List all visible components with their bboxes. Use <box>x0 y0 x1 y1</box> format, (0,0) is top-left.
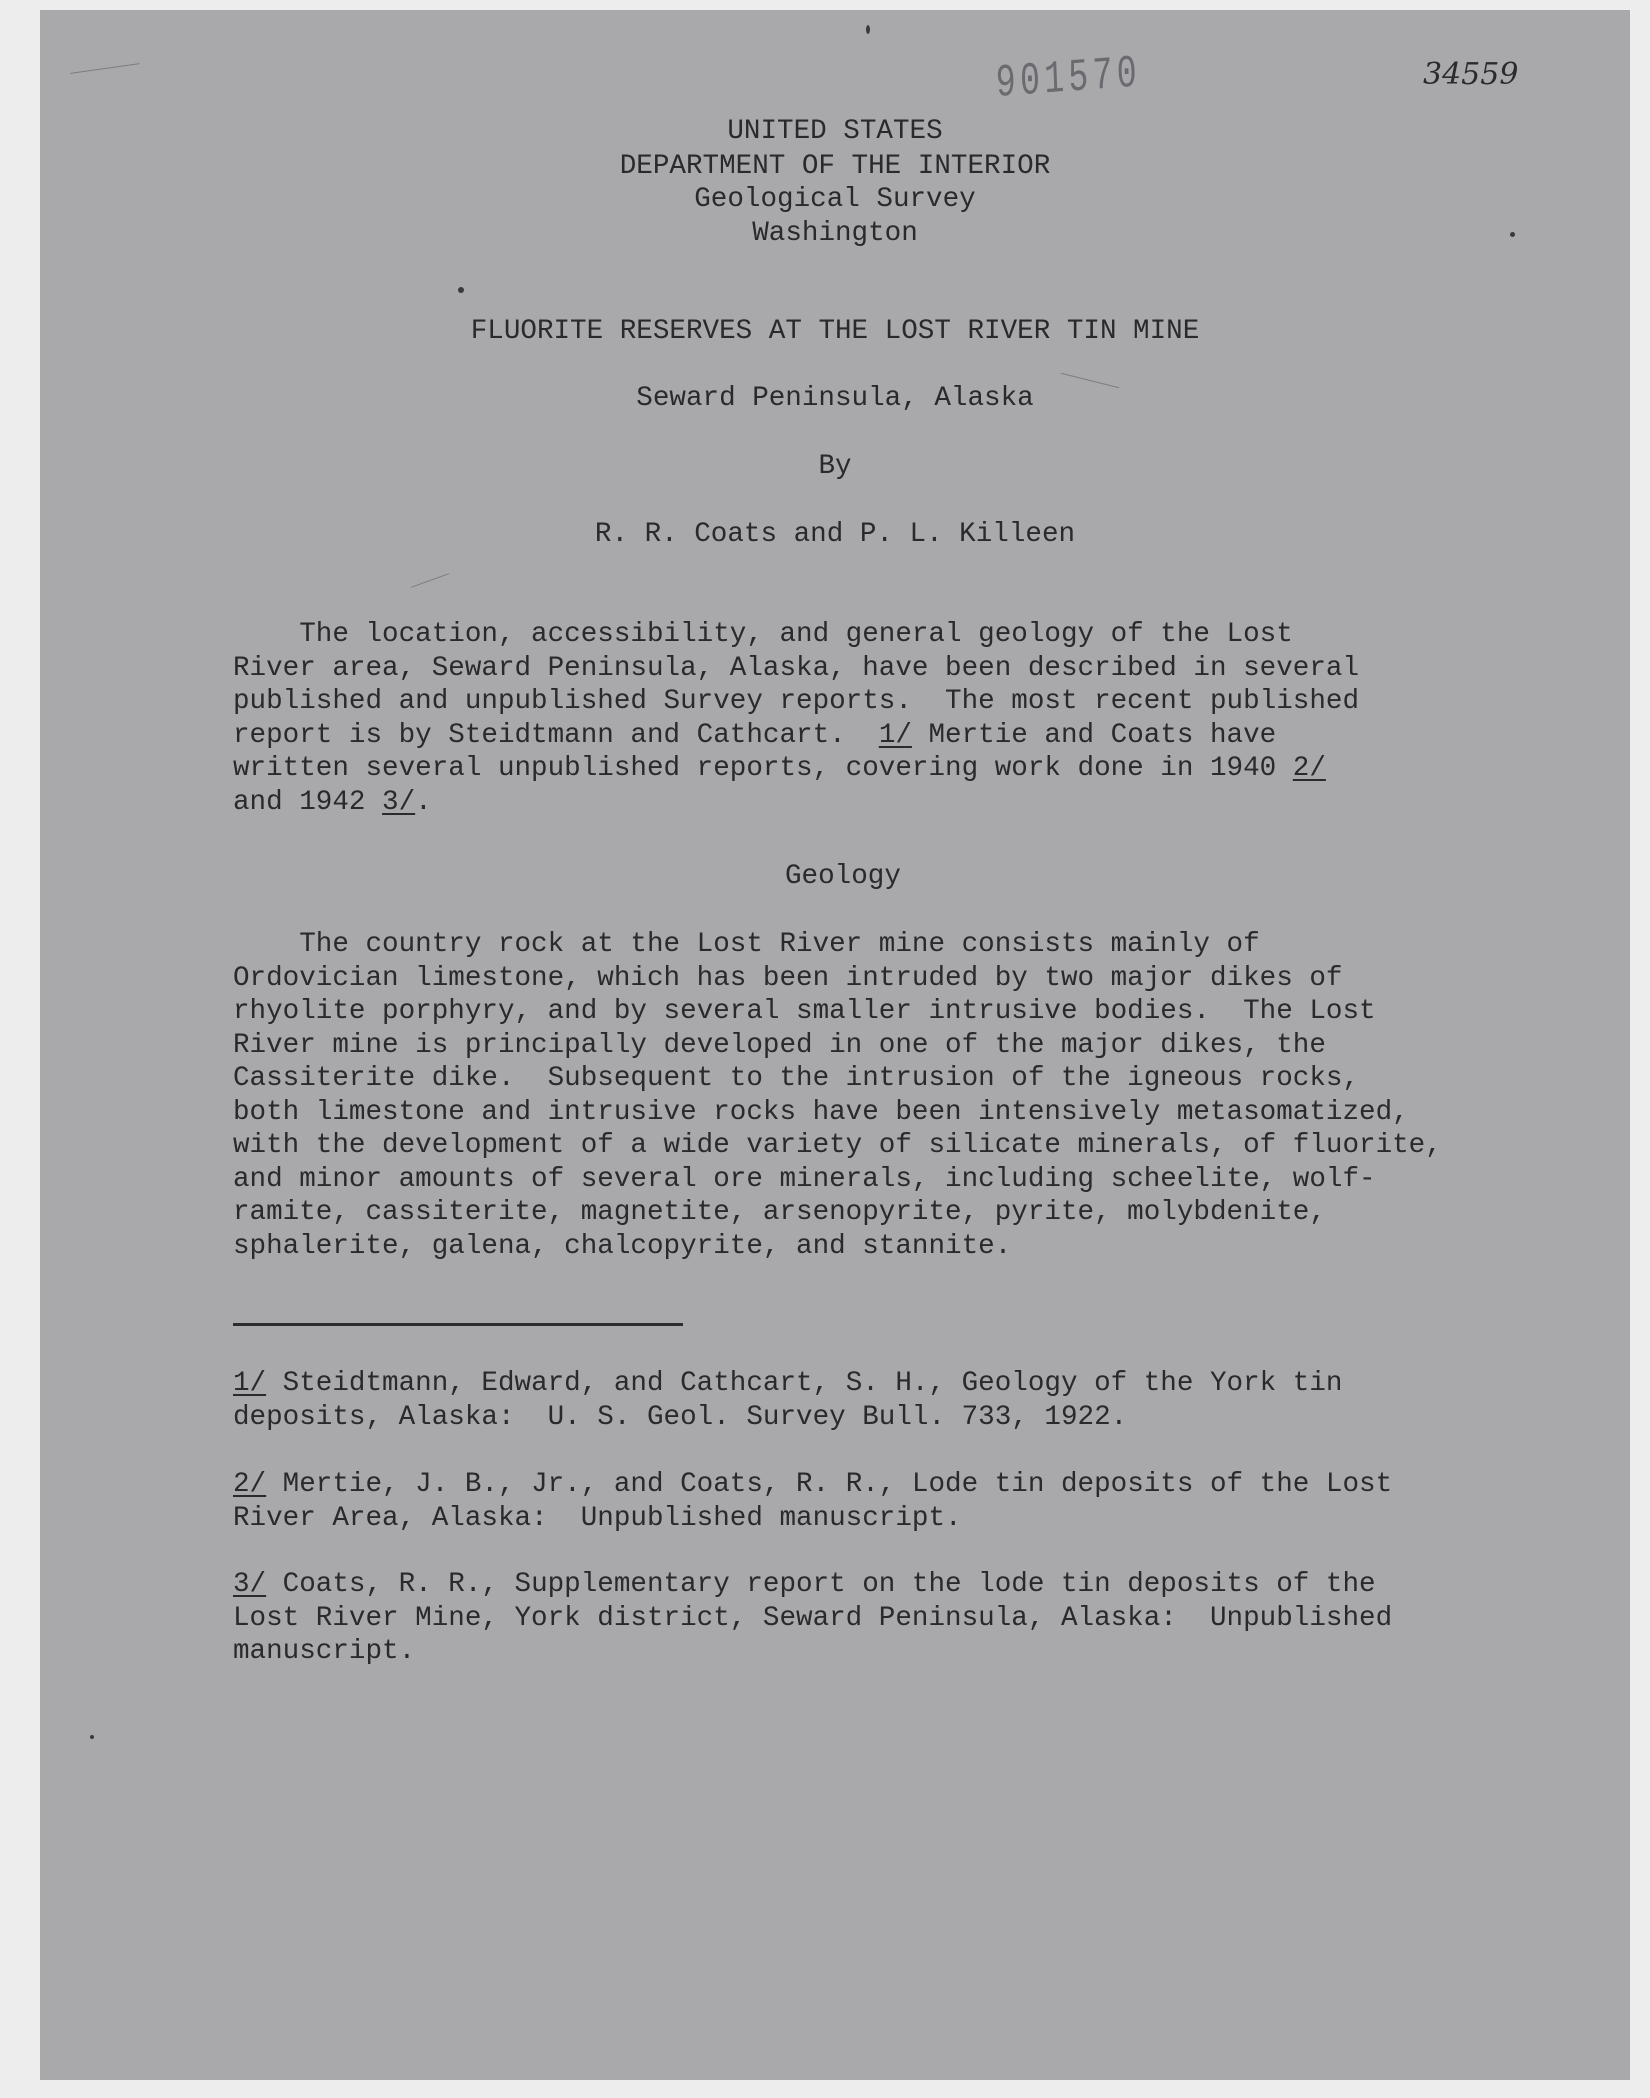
footnote-3-continued: Lost River Mine, York district, Seward Peninsula, Alaska: Unpublished <box>233 1603 1393 1634</box>
footnote-text: Mertie, J. B., Jr., and Coats, R. R., Lode tin deposits of the Lost <box>266 1469 1393 1500</box>
footnote-ref-2: 2/ <box>1292 753 1326 784</box>
intro-line <box>233 786 432 820</box>
document-page <box>40 10 1630 2080</box>
footnote-marker: 3/ <box>233 1569 267 1600</box>
geology-line: both limestone and intrusive rocks have been intensively metasomatized, <box>233 1097 1409 1128</box>
intro-line-text: Mertie and Coats have <box>911 720 1277 751</box>
geology-line: rhyolite porphyry, and by several smaller intrusive bodies. The Lost <box>233 996 1376 1027</box>
footnote-divider <box>233 1323 683 1326</box>
scan-scratch <box>70 63 139 74</box>
authors: R. R. Coats and P. L. Killeen <box>594 519 1076 550</box>
scan-speck <box>90 1735 94 1739</box>
header-line-2: DEPARTMENT OF THE INTERIOR <box>619 151 1051 182</box>
footnote-marker: 1/ <box>233 1368 267 1399</box>
footnote-3-continued: manuscript. <box>233 1636 416 1667</box>
intro-line-text: . <box>415 787 432 818</box>
scan-speck <box>458 287 464 293</box>
geology-line: The country rock at the Lost River mine consists mainly of <box>233 929 1260 960</box>
intro-line-text: and 1942 <box>233 787 383 818</box>
footnote-1 <box>233 1367 1342 1401</box>
geology-line: River mine is principally developed in one of the major dikes, the <box>233 1030 1326 1061</box>
by-label: By <box>818 451 852 482</box>
scan-scratch <box>411 573 449 588</box>
intro-line-text: written several unpublished reports, covering work done in 1940 <box>233 753 1293 784</box>
header-line-4: Washington <box>752 218 918 249</box>
geology-line: ramite, cassiterite, magnetite, arsenopyrite, pyrite, molybdenite, <box>233 1197 1326 1228</box>
footnote-text: Steidtmann, Edward, and Cathcart, S. H., Geology of the York tin <box>266 1368 1343 1399</box>
intro-line <box>233 752 1326 786</box>
section-heading: Geology <box>785 861 901 892</box>
scan-speck <box>866 25 870 34</box>
intro-line: River area, Seward Peninsula, Alaska, have been described in several <box>233 653 1360 684</box>
document-number: 34559 <box>1423 57 1519 92</box>
footnote-marker: 2/ <box>233 1469 267 1500</box>
document-subtitle: Seward Peninsula, Alaska <box>636 383 1034 414</box>
header-line-1: UNITED STATES <box>727 116 943 147</box>
footnote-2-continued: River Area, Alaska: Unpublished manuscript. <box>233 1503 962 1534</box>
footnote-ref-3: 3/ <box>382 787 416 818</box>
intro-line: The location, accessibility, and general geology of the Lost <box>233 619 1293 650</box>
footnote-1-continued: deposits, Alaska: U. S. Geol. Survey Bull. 733, 1922. <box>233 1402 1128 1433</box>
header-line-3: Geological Survey <box>694 184 976 215</box>
scan-speck <box>1510 232 1515 237</box>
intro-line <box>233 719 1276 753</box>
intro-line-text: report is by Steidtmann and Cathcart. <box>233 720 879 751</box>
footnote-ref-1: 1/ <box>878 720 912 751</box>
geology-line: Ordovician limestone, which has been intruded by two major dikes of <box>233 963 1343 994</box>
footnote-2 <box>233 1468 1392 1502</box>
document-title: FLUORITE RESERVES AT THE LOST RIVER TIN MINE <box>470 316 1200 347</box>
geology-line: with the development of a wide variety of silicate minerals, of fluorite, <box>233 1130 1442 1161</box>
footnote-3 <box>233 1568 1376 1602</box>
stamp-number: 901570 <box>995 47 1142 110</box>
footnote-text: Coats, R. R., Supplementary report on the lode tin deposits of the <box>266 1569 1376 1600</box>
intro-line: published and unpublished Survey reports. The most recent published <box>233 686 1360 717</box>
geology-line: and minor amounts of several ore minerals, including scheelite, wolf- <box>233 1164 1376 1195</box>
geology-line: sphalerite, galena, chalcopyrite, and stannite. <box>233 1231 1012 1262</box>
geology-line: Cassiterite dike. Subsequent to the intrusion of the igneous rocks, <box>233 1063 1360 1094</box>
